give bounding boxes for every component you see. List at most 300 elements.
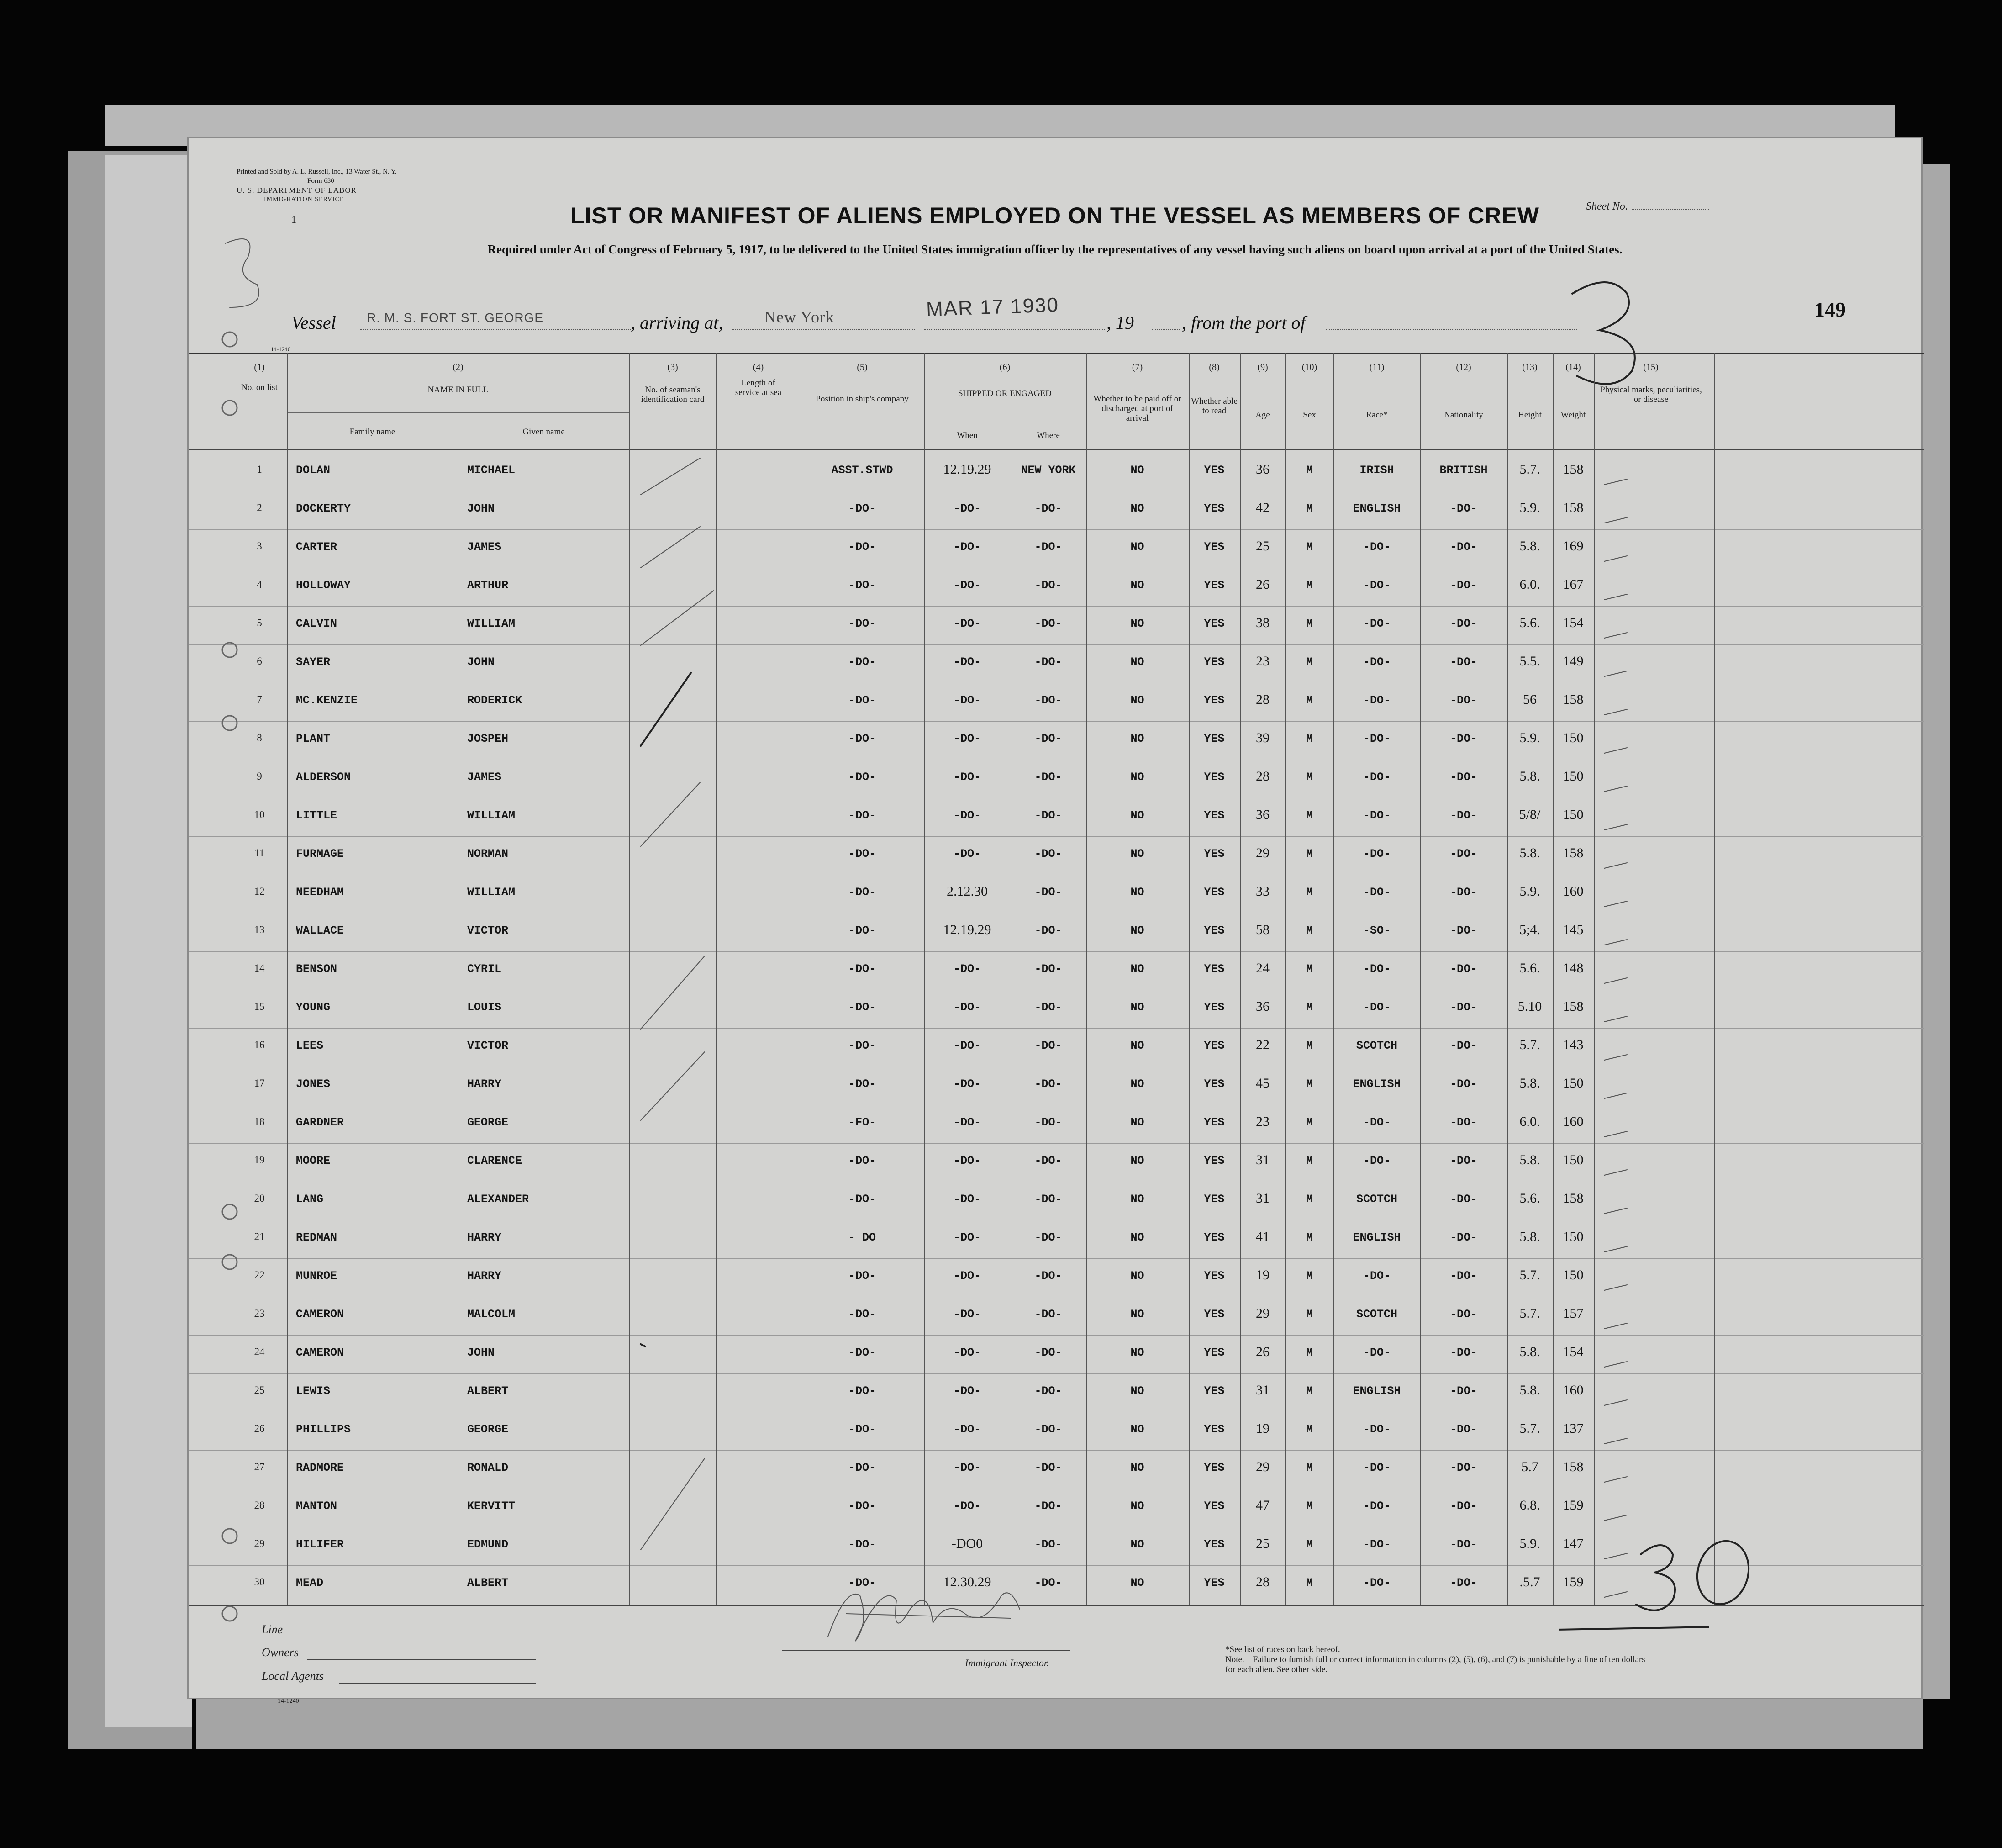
- cell-weight: 157: [1563, 1306, 1584, 1321]
- cell-weight: 143: [1563, 1037, 1584, 1052]
- cell-age: 24: [1256, 961, 1270, 976]
- cell-age: 47: [1256, 1498, 1270, 1513]
- cell-family: LEWIS: [296, 1384, 331, 1398]
- cell-where: NEW YORK: [1021, 464, 1076, 477]
- cell-height: 5.10: [1517, 999, 1542, 1014]
- col-2-given-label: Given name: [522, 427, 565, 437]
- col-1-number: (1): [254, 362, 265, 372]
- cell-where: -DO-: [1034, 1077, 1062, 1091]
- col-6-where-label: Where: [1037, 431, 1060, 440]
- cell-height: 5.6.: [1519, 615, 1540, 630]
- cell-given: CYRIL: [467, 962, 502, 976]
- cell-weight: 137: [1563, 1421, 1584, 1436]
- cell-position: -DO-: [848, 771, 876, 784]
- cell-given: ALBERT: [467, 1384, 509, 1398]
- cell-race: SCOTCH: [1356, 1039, 1397, 1052]
- physical-mark-dash: [1604, 863, 1627, 868]
- col-11-label: Race*: [1366, 410, 1388, 420]
- col-4-label: Length of service at sea: [735, 378, 782, 397]
- cell-sex: M: [1306, 1039, 1313, 1052]
- cell-read: YES: [1204, 617, 1225, 630]
- cell-age: 38: [1256, 615, 1270, 630]
- row-number: 21: [254, 1231, 265, 1242]
- cell-position: -DO-: [848, 1423, 876, 1436]
- cell-weight: 148: [1563, 961, 1584, 976]
- cell-race: ENGLISH: [1353, 1384, 1401, 1398]
- cell-sex: M: [1306, 771, 1313, 784]
- cell-weight: 158: [1563, 462, 1584, 477]
- cell-weight: 160: [1563, 1383, 1584, 1398]
- row-number: 30: [254, 1576, 265, 1588]
- cell-age: 45: [1256, 1076, 1270, 1091]
- cell-when: 2.12.30: [947, 884, 988, 899]
- physical-mark-dash: [1604, 1477, 1627, 1482]
- cell-when: -DO-: [953, 1384, 981, 1398]
- cell-when: -DO-: [953, 847, 981, 861]
- cell-where: -DO-: [1034, 1423, 1062, 1436]
- physical-mark-dash: [1604, 1515, 1627, 1521]
- cell-weight: 150: [1563, 807, 1584, 822]
- cell-family: REDMAN: [296, 1231, 337, 1244]
- cell-when: -DO-: [953, 1269, 981, 1283]
- cell-height: 5.7: [1521, 1459, 1538, 1474]
- cell-read: YES: [1204, 1308, 1225, 1321]
- sheet-number-label: Sheet No.: [1586, 201, 1709, 213]
- cell-family: WALLACE: [296, 924, 344, 937]
- cell-race: -DO-: [1363, 1576, 1391, 1589]
- cell-position: -DO-: [848, 1039, 876, 1052]
- cell-paid-off: NO: [1130, 1001, 1144, 1014]
- cell-when: -DO-: [953, 1039, 981, 1052]
- physical-mark-dash: [1604, 556, 1627, 561]
- cell-nationality: -DO-: [1449, 617, 1477, 630]
- cell-age: 31: [1256, 1383, 1270, 1398]
- cell-paid-off: NO: [1130, 809, 1144, 822]
- column-rule: [924, 353, 925, 1605]
- physical-mark-dash: [1604, 1438, 1627, 1444]
- cell-weight: 158: [1563, 999, 1584, 1014]
- cell-nationality: -DO-: [1449, 1193, 1477, 1206]
- cell-given: MALCOLM: [467, 1308, 516, 1321]
- cell-position: -DO-: [848, 1308, 876, 1321]
- cell-given: VICTOR: [467, 924, 509, 937]
- physical-mark-dash: [1604, 1323, 1627, 1329]
- cell-nationality: -DO-: [1449, 1154, 1477, 1167]
- physical-mark-dash: [1604, 594, 1627, 600]
- cell-height: 5.7.: [1519, 1421, 1540, 1436]
- table-top-rule: [189, 353, 1924, 354]
- physical-mark-dash: [1604, 1362, 1627, 1367]
- cell-height: 5.8.: [1519, 1152, 1540, 1167]
- col-1-label: No. on list: [241, 383, 278, 392]
- cell-weight: 167: [1563, 577, 1584, 592]
- col-10-label: Sex: [1303, 410, 1316, 420]
- cell-height: 5.8.: [1519, 539, 1540, 554]
- cell-height: 5.5.: [1519, 654, 1540, 669]
- col-13-label: Height: [1518, 410, 1542, 420]
- cell-given: HARRY: [467, 1077, 502, 1091]
- cell-paid-off: NO: [1130, 655, 1144, 669]
- cell-position: -DO-: [848, 962, 876, 976]
- cell-weight: 159: [1563, 1498, 1584, 1513]
- header-bottom-rule: [189, 449, 1924, 450]
- cell-given: KERVITT: [467, 1500, 516, 1513]
- form-code-top: 14-1240: [271, 346, 291, 353]
- form-code-bottom: 14-1240: [278, 1698, 299, 1705]
- cell-weight: 150: [1563, 1152, 1584, 1167]
- cell-race: -DO-: [1363, 1346, 1391, 1359]
- cell-read: YES: [1204, 579, 1225, 592]
- cell-given: ARTHUR: [467, 579, 509, 592]
- cell-family: LITTLE: [296, 809, 337, 822]
- cell-weight: 149: [1563, 654, 1584, 669]
- cell-nationality: -DO-: [1449, 886, 1477, 899]
- row-number: 16: [254, 1039, 265, 1051]
- cell-paid-off: NO: [1130, 1193, 1144, 1206]
- cell-given: ALBERT: [467, 1576, 509, 1589]
- cell-height: .5.7: [1519, 1574, 1540, 1589]
- cell-nationality: -DO-: [1449, 1500, 1477, 1513]
- row-number: 29: [254, 1538, 265, 1549]
- row-number: 22: [254, 1269, 265, 1281]
- cell-paid-off: NO: [1130, 1346, 1144, 1359]
- cell-where: -DO-: [1034, 924, 1062, 937]
- handwritten-rule: [1559, 1626, 1709, 1631]
- cell-race: -DO-: [1363, 617, 1391, 630]
- physical-mark-dash: [1604, 1170, 1627, 1175]
- cell-race: -DO-: [1363, 847, 1391, 861]
- cell-when: -DO-: [953, 1001, 981, 1014]
- cell-age: 28: [1256, 769, 1270, 784]
- cell-height: 5.6.: [1519, 961, 1540, 976]
- cell-age: 28: [1256, 692, 1270, 707]
- local-agents-label: Local Agents: [262, 1669, 324, 1683]
- cell-when: -DO-: [953, 771, 981, 784]
- cell-race: IRISH: [1359, 464, 1394, 477]
- physical-mark-dash: [1604, 901, 1627, 907]
- cell-weight: 158: [1563, 845, 1584, 861]
- cell-age: 26: [1256, 577, 1270, 592]
- arriving-underline: [732, 329, 915, 330]
- physical-mark-dash: [1604, 1055, 1627, 1060]
- cell-family: BENSON: [296, 962, 337, 976]
- cell-where: -DO-: [1034, 655, 1062, 669]
- cell-age: 19: [1256, 1267, 1270, 1283]
- cell-nationality: -DO-: [1449, 1308, 1477, 1321]
- page-subtitle: Required under Act of Congress of February 5, 1917, to be delivered to the United States immigration officer by the representatives of any vessel having such aliens on board upon arrival at a port of the United States.: [487, 243, 1623, 256]
- cell-height: 5.8.: [1519, 1076, 1540, 1091]
- cell-when: -DO-: [953, 1154, 981, 1167]
- cell-where: -DO-: [1034, 809, 1062, 822]
- cell-where: -DO-: [1034, 579, 1062, 592]
- cell-family: DOLAN: [296, 464, 331, 477]
- cell-age: 29: [1256, 1306, 1270, 1321]
- cell-read: YES: [1204, 1269, 1225, 1283]
- cell-family: LEES: [296, 1039, 324, 1052]
- col-11-number: (11): [1369, 362, 1385, 372]
- cell-position: -DO-: [848, 655, 876, 669]
- cell-position: -DO-: [848, 1461, 876, 1474]
- cell-race: -DO-: [1363, 732, 1391, 745]
- cell-family: ALDERSON: [296, 771, 351, 784]
- cell-position: -DO-: [848, 579, 876, 592]
- col-2-family-label: Family name: [349, 427, 395, 437]
- line-label: Line: [262, 1623, 283, 1636]
- cell-sex: M: [1306, 540, 1313, 554]
- cell-where: -DO-: [1034, 1461, 1062, 1474]
- penalty-note: Note.—Failure to furnish full or correct information in columns (2), (5), (6), and (7) is punishable by a fine of ten dollars for each alien. See other side.: [1225, 1655, 1645, 1674]
- cell-race: SCOTCH: [1356, 1308, 1397, 1321]
- col-3-label: No. of seaman's identification card: [641, 385, 705, 404]
- physical-mark-dash: [1604, 940, 1627, 945]
- cell-age: 58: [1256, 922, 1270, 937]
- cell-race: ENGLISH: [1353, 1077, 1401, 1091]
- row-number: 25: [254, 1384, 265, 1396]
- cell-sex: M: [1306, 962, 1313, 976]
- form-number: Form 630: [307, 177, 334, 185]
- column-rule: [1553, 353, 1554, 1605]
- physical-mark-dash: [1604, 517, 1627, 523]
- department-label: U. S. DEPARTMENT OF LABOR: [237, 186, 357, 195]
- cell-paid-off: NO: [1130, 694, 1144, 707]
- cell-given: GEORGE: [467, 1116, 509, 1129]
- physical-mark-dash: [1604, 1208, 1627, 1214]
- col-12-number: (12): [1456, 362, 1471, 372]
- cell-weight: 160: [1563, 884, 1584, 899]
- col-13-number: (13): [1522, 362, 1538, 372]
- cell-where: -DO-: [1034, 1538, 1062, 1551]
- cell-family: PLANT: [296, 732, 331, 745]
- col-10-number: (10): [1301, 362, 1317, 372]
- cell-read: YES: [1204, 1384, 1225, 1398]
- cell-read: YES: [1204, 1231, 1225, 1244]
- cell-paid-off: NO: [1130, 579, 1144, 592]
- cell-age: 23: [1256, 654, 1270, 669]
- cell-sex: M: [1306, 502, 1313, 515]
- cell-when: -DO-: [953, 1116, 981, 1129]
- cell-race: -DO-: [1363, 1001, 1391, 1014]
- cell-read: YES: [1204, 1461, 1225, 1474]
- cell-paid-off: NO: [1130, 962, 1144, 976]
- row-number: 10: [254, 809, 265, 820]
- cell-weight: 169: [1563, 539, 1584, 554]
- binder-holes: [216, 321, 243, 1646]
- col-6-when-label: When: [957, 431, 978, 440]
- cell-race: -DO-: [1363, 1461, 1391, 1474]
- row-number: 3: [257, 540, 262, 552]
- row-number: 18: [254, 1116, 265, 1127]
- col-7-number: (7): [1132, 362, 1143, 372]
- back-page-edge-inner-left: [105, 155, 192, 1727]
- date-stamp: MAR 17 1930: [926, 293, 1059, 321]
- cell-weight: 159: [1563, 1574, 1584, 1589]
- cell-nationality: -DO-: [1449, 1116, 1477, 1129]
- cell-weight: 147: [1563, 1536, 1584, 1551]
- cell-age: 25: [1256, 539, 1270, 554]
- cell-read: YES: [1204, 1001, 1225, 1014]
- cell-when: -DO-: [953, 732, 981, 745]
- col-5-number: (5): [857, 362, 868, 372]
- col-14-label: Weight: [1560, 410, 1586, 420]
- col-7-label: Whether to be paid off or discharged at port of arrival: [1093, 394, 1181, 423]
- row-rule: [189, 606, 1924, 607]
- cell-where: -DO-: [1034, 1576, 1062, 1589]
- cell-age: 39: [1256, 730, 1270, 745]
- cell-read: YES: [1204, 655, 1225, 669]
- cell-nationality: -DO-: [1449, 502, 1477, 515]
- physical-mark-dash: [1604, 1016, 1627, 1022]
- col-6-label: SHIPPED OR ENGAGED: [958, 389, 1052, 398]
- cell-where: -DO-: [1034, 617, 1062, 630]
- cell-when: -DO0: [951, 1536, 983, 1551]
- cell-read: YES: [1204, 694, 1225, 707]
- cell-age: 41: [1256, 1229, 1270, 1244]
- cell-given: HARRY: [467, 1231, 502, 1244]
- row-number: 19: [254, 1154, 265, 1166]
- cell-family: MEAD: [296, 1576, 324, 1589]
- col-9-number: (9): [1257, 362, 1268, 372]
- cell-height: 5.8.: [1519, 1229, 1540, 1244]
- cell-age: 31: [1256, 1191, 1270, 1206]
- cell-height: 5.9.: [1519, 500, 1540, 515]
- cell-read: YES: [1204, 1423, 1225, 1436]
- column-rule: [1507, 353, 1508, 1605]
- cell-nationality: -DO-: [1449, 962, 1477, 976]
- cell-read: YES: [1204, 771, 1225, 784]
- column-rule: [1333, 353, 1334, 1605]
- cell-read: YES: [1204, 1116, 1225, 1129]
- cell-height: 5.6.: [1519, 1191, 1540, 1206]
- local-agents-underline: [339, 1683, 536, 1684]
- row-number: 13: [254, 924, 265, 935]
- cell-family: HOLLOWAY: [296, 579, 351, 592]
- cell-family: LANG: [296, 1193, 324, 1206]
- cell-when: -DO-: [953, 1308, 981, 1321]
- cell-given: MICHAEL: [467, 464, 516, 477]
- cell-sex: M: [1306, 579, 1313, 592]
- cell-height: 5.8.: [1519, 1383, 1540, 1398]
- cell-read: YES: [1204, 809, 1225, 822]
- cell-read: YES: [1204, 502, 1225, 515]
- column-rule: [1420, 353, 1421, 1605]
- cell-weight: 158: [1563, 1459, 1584, 1474]
- cell-weight: 154: [1563, 615, 1584, 630]
- cell-sex: M: [1306, 655, 1313, 669]
- cell-paid-off: NO: [1130, 886, 1144, 899]
- row-rule: [189, 1143, 1924, 1144]
- cell-where: -DO-: [1034, 1231, 1062, 1244]
- cell-given: JAMES: [467, 540, 502, 554]
- cell-sex: M: [1306, 1193, 1313, 1206]
- cell-age: 29: [1256, 1459, 1270, 1474]
- cell-sex: M: [1306, 1461, 1313, 1474]
- handwritten-total: [1623, 1527, 1769, 1618]
- cell-position: -DO-: [848, 1001, 876, 1014]
- row-rule: [189, 951, 1924, 952]
- cell-where: -DO-: [1034, 1193, 1062, 1206]
- cell-age: 29: [1256, 845, 1270, 861]
- cell-position: -DO-: [848, 1077, 876, 1091]
- cell-position: -DO-: [848, 617, 876, 630]
- cell-age: 25: [1256, 1536, 1270, 1551]
- cell-weight: 150: [1563, 730, 1584, 745]
- cell-position: -DO-: [848, 540, 876, 554]
- cell-weight: 158: [1563, 1191, 1584, 1206]
- cell-nationality: -DO-: [1449, 1384, 1477, 1398]
- cell-sex: M: [1306, 1308, 1313, 1321]
- cell-position: -DO-: [848, 732, 876, 745]
- cell-when: -DO-: [953, 579, 981, 592]
- row-number: 15: [254, 1001, 265, 1012]
- physical-mark-dash: [1604, 786, 1627, 792]
- cell-position: -DO-: [848, 1193, 876, 1206]
- cell-paid-off: NO: [1130, 732, 1144, 745]
- cell-age: 26: [1256, 1344, 1270, 1359]
- cell-paid-off: NO: [1130, 617, 1144, 630]
- cell-race: -DO-: [1363, 771, 1391, 784]
- cell-sex: M: [1306, 1231, 1313, 1244]
- cell-weight: 150: [1563, 1267, 1584, 1283]
- cell-age: 23: [1256, 1114, 1270, 1129]
- cell-family: CAMERON: [296, 1308, 344, 1321]
- cell-position: -DO-: [848, 1346, 876, 1359]
- cell-family: MUNROE: [296, 1269, 337, 1283]
- cell-family: RADMORE: [296, 1461, 344, 1474]
- cell-family: CALVIN: [296, 617, 337, 630]
- cell-age: 33: [1256, 884, 1270, 899]
- cell-when: -DO-: [953, 655, 981, 669]
- cell-read: YES: [1204, 1500, 1225, 1513]
- cell-paid-off: NO: [1130, 464, 1144, 477]
- cell-paid-off: NO: [1130, 540, 1144, 554]
- cell-family: CAMERON: [296, 1346, 344, 1359]
- cell-given: JAMES: [467, 771, 502, 784]
- physical-mark-dash: [1604, 748, 1627, 753]
- cell-given: WILLIAM: [467, 809, 516, 822]
- cell-height: 6.0.: [1519, 1114, 1540, 1129]
- cell-where: -DO-: [1034, 732, 1062, 745]
- row-number: 27: [254, 1461, 265, 1473]
- row-rule: [189, 1373, 1924, 1374]
- cell-height: 5.7.: [1519, 1306, 1540, 1321]
- cell-sex: M: [1306, 1538, 1313, 1551]
- col-8-label: Whether able to read: [1191, 396, 1238, 416]
- cell-position: -DO-: [848, 924, 876, 937]
- cell-when: -DO-: [953, 1193, 981, 1206]
- cell-race: -DO-: [1363, 962, 1391, 976]
- cell-read: YES: [1204, 464, 1225, 477]
- cell-age: 36: [1256, 462, 1270, 477]
- row-number: 26: [254, 1423, 265, 1434]
- cell-given: VICTOR: [467, 1039, 509, 1052]
- cell-race: -DO-: [1363, 540, 1391, 554]
- cell-height: 56: [1523, 692, 1537, 707]
- cell-nationality: -DO-: [1449, 1001, 1477, 1014]
- cell-height: 5.9.: [1519, 884, 1540, 899]
- cell-read: YES: [1204, 1538, 1225, 1551]
- cell-given: HARRY: [467, 1269, 502, 1283]
- col-3-number: (3): [667, 362, 678, 372]
- cell-race: -DO-: [1363, 809, 1391, 822]
- cell-sex: M: [1306, 1116, 1313, 1129]
- cell-given: JOHN: [467, 502, 495, 515]
- cell-given: LOUIS: [467, 1001, 502, 1014]
- cell-height: 5.8.: [1519, 769, 1540, 784]
- cell-nationality: -DO-: [1449, 732, 1477, 745]
- cell-nationality: -DO-: [1449, 540, 1477, 554]
- cell-age: 19: [1256, 1421, 1270, 1436]
- row-number: 6: [257, 655, 262, 667]
